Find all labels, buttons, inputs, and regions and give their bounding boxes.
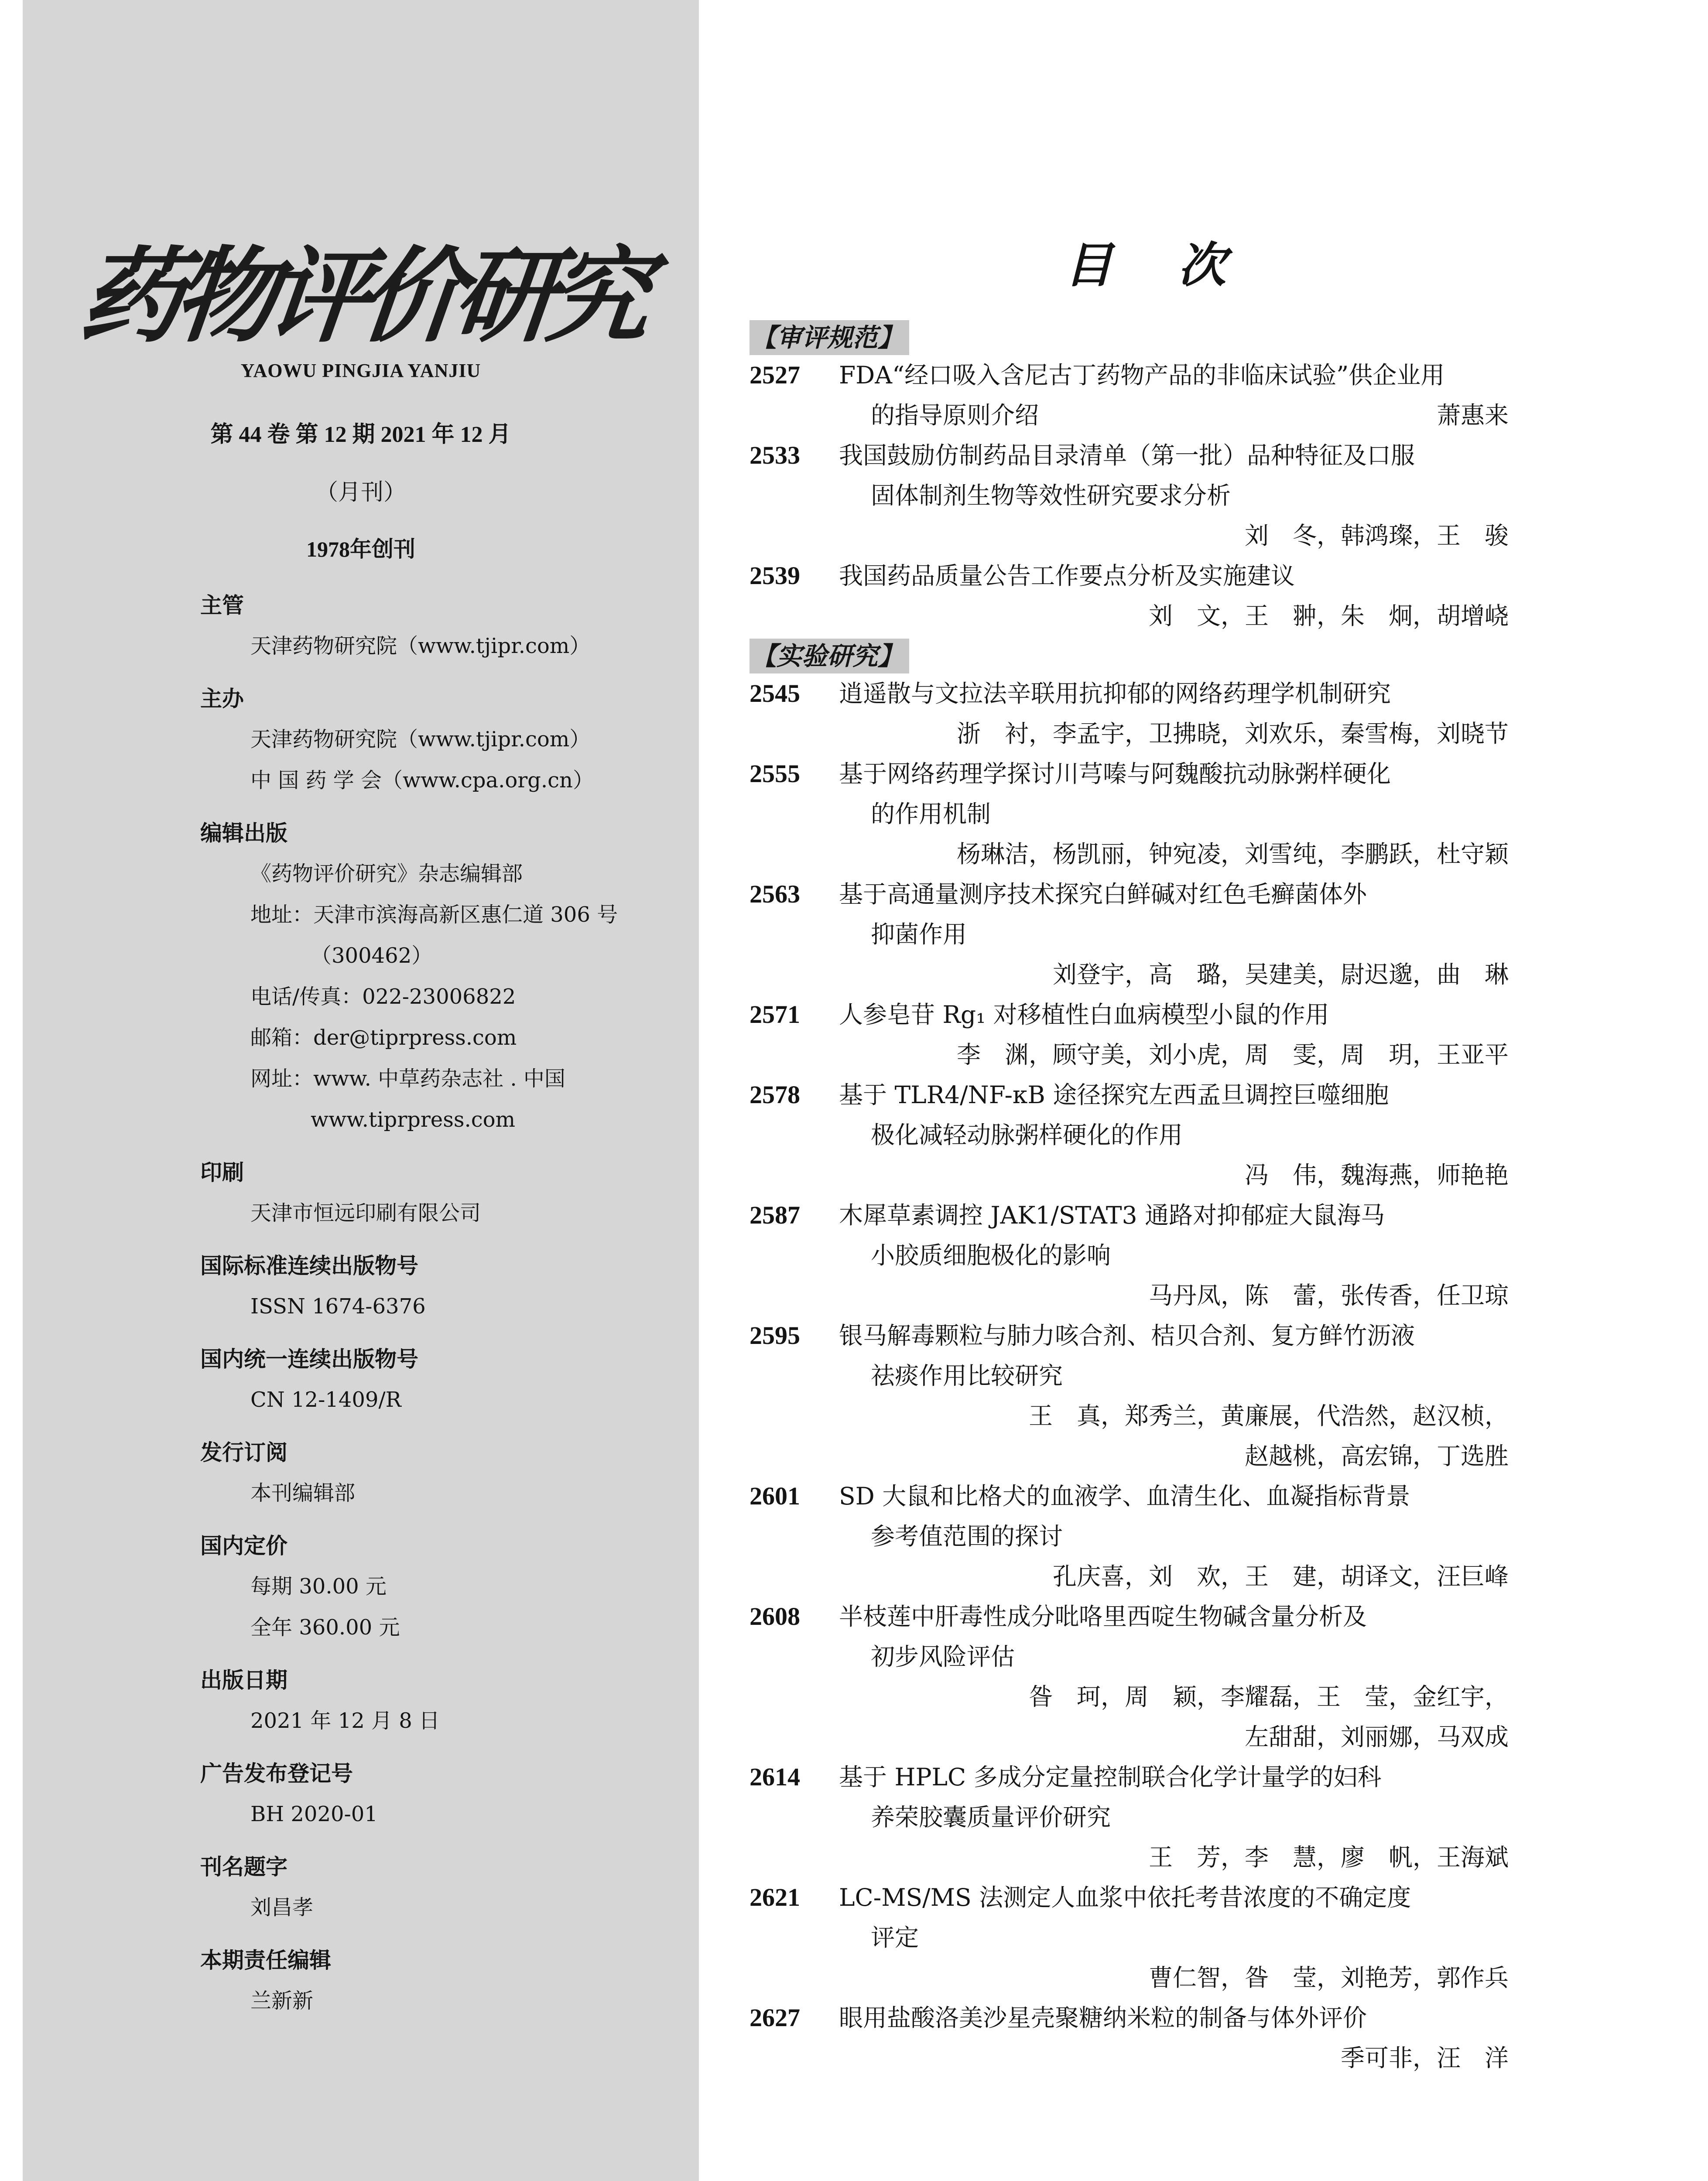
info-line: www.tiprpress.com	[311, 1108, 516, 1132]
toc-entry[interactable]	[750, 1757, 1509, 1877]
article-title: 银马解毒颗粒与肺力咳合剂、桔贝合剂、复方鲜竹沥液	[839, 1322, 1415, 1350]
info-line: 全年 360.00 元	[250, 1615, 400, 1640]
article-title: 固体制剂生物等效性研究要求分析	[871, 482, 1231, 509]
article-authors: 刘 文，王 翀，朱 炯，胡增峣	[1148, 602, 1509, 630]
page-number: 2601	[750, 1482, 800, 1510]
article-title: 我国药品质量公告工作要点分析及实施建议	[839, 562, 1295, 590]
article-title: 基于 HPLC 多成分定量控制联合化学计量学的妇科	[839, 1763, 1382, 1791]
info-line: 每期 30.00 元	[250, 1574, 387, 1599]
info-line: 天津药物研究院（www.tjipr.com）	[250, 727, 591, 752]
page-number: 2533	[750, 441, 800, 469]
info-heading: 本期责任编辑	[200, 1948, 331, 1973]
toc-entry[interactable]	[750, 355, 1509, 435]
info-group	[202, 1660, 690, 1741]
article-title: 初步风险评估	[871, 1643, 1015, 1671]
page-number: 2614	[750, 1763, 800, 1791]
article-authors: 曹仁智，昝 莹，刘艳芳，郭作兵	[1148, 1964, 1509, 1992]
journal-logo: 药物评价研究	[74, 235, 647, 356]
info-group	[202, 679, 690, 801]
info-line: 2021 年 12 月 8 日	[250, 1709, 440, 1733]
info-line: 《药物评价研究》杂志编辑部	[250, 861, 523, 886]
publication-info	[202, 585, 690, 2034]
info-heading: 发行订阅	[200, 1440, 288, 1465]
table-of-contents	[750, 318, 1509, 2078]
section-label: 【实验研究】	[750, 639, 909, 673]
article-authors: 王 芳，李 慧，廖 帆，王海斌	[1148, 1843, 1509, 1871]
page-number: 2545	[750, 679, 800, 708]
article-title: 的作用机制	[871, 800, 991, 828]
page-number: 2527	[750, 361, 800, 389]
article-authors: 王 真，郑秀兰，黄廉展，代浩然，赵汉桢，	[1028, 1402, 1509, 1430]
info-heading: 国际标准连续出版物号	[200, 1253, 418, 1279]
article-title: 木犀草素调控 JAK1/STAT3 通路对抑郁症大鼠海马	[839, 1201, 1385, 1229]
info-line: CN 12-1409/R	[250, 1388, 401, 1412]
toc-entry[interactable]	[750, 1075, 1509, 1195]
article-title: 基于 TLR4/NF-κB 途径探究左西孟旦调控巨噬细胞	[839, 1081, 1389, 1109]
article-title: 的指导原则介绍	[871, 401, 1039, 429]
page-number: 2627	[750, 2003, 800, 2032]
article-title: 评定	[871, 1924, 919, 1952]
article-title: 基于高通量测序技术探究白鲜碱对红色毛癣菌体外	[839, 880, 1367, 908]
issue-info: 第 44 卷 第 12 期 2021 年 12 月	[210, 422, 511, 447]
toc-entry[interactable]	[750, 1877, 1509, 1998]
article-title: 小胶质细胞极化的影响	[871, 1241, 1111, 1269]
info-heading: 印刷	[200, 1160, 244, 1185]
article-title: 半枝莲中肝毒性成分吡咯里西啶生物碱含量分析及	[839, 1603, 1367, 1631]
article-authors: 孔庆喜，刘 欢，王 建，胡译文，汪巨峰	[1052, 1562, 1509, 1590]
article-authors: 浙 衬，李孟宇，卫拂晓，刘欢乐，秦雪梅，刘晓节	[956, 720, 1509, 748]
article-title: 极化减轻动脉粥样硬化的作用	[871, 1121, 1183, 1149]
article-authors: 季可非，汪 洋	[1340, 2044, 1509, 2072]
page-number: 2608	[750, 1602, 800, 1631]
article-authors: 萧惠来	[1436, 401, 1509, 429]
toc-entry[interactable]	[750, 874, 1509, 995]
article-authors: 冯 伟，魏海燕，师艳艳	[1244, 1161, 1509, 1189]
article-authors: 赵越桃，高宏锦，丁选胜	[1244, 1442, 1509, 1470]
journal-pinyin: YAOWU PINGJIA YANJIU	[240, 360, 481, 381]
article-title: 人参皂苷 Rg₁ 对移植性白血病模型小鼠的作用	[839, 1001, 1329, 1029]
article-title: 我国鼓励仿制药品目录清单（第一批）品种特征及口服	[839, 441, 1415, 469]
toc-entry[interactable]	[750, 556, 1509, 636]
article-authors: 刘 冬，韩鸿璨，王 骏	[1244, 522, 1509, 550]
toc-entry[interactable]	[750, 1316, 1509, 1476]
page-number: 2563	[750, 880, 800, 908]
info-group	[202, 1246, 690, 1327]
article-title: LC-MS/MS 法测定人血浆中依托考昔浓度的不确定度	[839, 1884, 1411, 1911]
section-label: 【审评规范】	[750, 320, 909, 355]
info-heading: 出版日期	[200, 1668, 288, 1693]
info-group	[202, 1754, 690, 1835]
publication-frequency: （月刊）	[315, 479, 406, 506]
article-title: 逍遥散与文拉法辛联用抗抑郁的网络药理学机制研究	[839, 680, 1391, 708]
toc-entry[interactable]	[750, 1476, 1509, 1596]
info-line: 邮箱：der@tiprpress.com	[250, 1026, 517, 1050]
page-number: 2539	[750, 561, 800, 590]
article-authors: 马丹凤，陈 蕾，张传香，任卫琼	[1148, 1282, 1509, 1309]
info-group	[202, 1432, 690, 1514]
toc-entry[interactable]	[750, 435, 1509, 556]
info-line: 本刊编辑部	[250, 1481, 356, 1505]
page-number: 2595	[750, 1321, 800, 1350]
article-authors: 昝 珂，周 颖，李耀磊，王 莹，金红宇，	[1028, 1683, 1509, 1711]
toc-entry[interactable]	[750, 1998, 1509, 2078]
article-title: 养荣胶囊质量评价研究	[871, 1803, 1111, 1831]
info-group	[202, 1847, 690, 1928]
info-line: 网址：www. 中草药杂志社 . 中国	[250, 1067, 565, 1091]
info-line: ISSN 1674-6376	[250, 1294, 426, 1319]
page-number: 2578	[750, 1080, 800, 1109]
info-heading: 国内统一连续出版物号	[200, 1347, 418, 1372]
article-title: 基于网络药理学探讨川芎嗪与阿魏酸抗动脉粥样硬化	[839, 760, 1391, 788]
article-title: 祛痰作用比较研究	[871, 1362, 1063, 1390]
article-authors: 杨琳洁，杨凯丽，钟宛凌，刘雪纯，李鹏跃，杜守颖	[956, 840, 1509, 868]
info-group	[202, 813, 690, 1140]
info-heading: 编辑出版	[200, 820, 288, 846]
info-line: 地址：天津市滨海高新区惠仁道 306 号	[250, 902, 618, 927]
masthead	[23, 235, 699, 563]
page-number: 2555	[750, 759, 800, 788]
info-line: 兰新新	[250, 1989, 314, 2013]
page-number: 2571	[750, 1000, 800, 1029]
toc-title: 目次	[1065, 237, 1291, 293]
info-heading: 刊名题字	[200, 1854, 288, 1880]
article-authors: 李 渊，顾守美，刘小虎，周 雯，周 玥，王亚平	[956, 1041, 1509, 1069]
info-line: 刘昌孝	[250, 1895, 314, 1920]
page-number: 2621	[750, 1883, 800, 1911]
info-heading: 主办	[200, 686, 244, 711]
toc-entry[interactable]	[750, 1195, 1509, 1316]
toc-entry[interactable]	[750, 1596, 1509, 1757]
info-group	[202, 1339, 690, 1420]
info-group	[202, 1526, 690, 1648]
toc-entry[interactable]	[750, 673, 1509, 754]
article-title: SD 大鼠和比格犬的血液学、血清生化、血凝指标背景	[839, 1482, 1410, 1510]
page-number: 2587	[750, 1201, 800, 1229]
info-heading: 国内定价	[200, 1533, 288, 1559]
article-title: 眼用盐酸洛美沙星壳聚糖纳米粒的制备与体外评价	[839, 2004, 1367, 2032]
info-line: 电话/传真：022-23006822	[250, 985, 516, 1009]
article-title: 参考值范围的探讨	[871, 1522, 1063, 1550]
info-group	[202, 585, 690, 667]
info-line: 中 国 药 学 会（www.cpa.org.cn）	[250, 768, 594, 793]
info-line: （300462）	[311, 944, 433, 968]
info-heading: 广告发布登记号	[200, 1761, 353, 1786]
toc-entry[interactable]	[750, 754, 1509, 874]
article-authors: 左甜甜，刘丽娜，马双成	[1244, 1723, 1509, 1751]
info-group	[202, 1940, 690, 2021]
info-heading: 主管	[200, 593, 244, 618]
info-line: BH 2020-01	[250, 1802, 378, 1826]
toc-entry[interactable]	[750, 995, 1509, 1075]
article-title: FDA“经口吸入含尼古丁药物产品的非临床试验”供企业用	[839, 361, 1445, 389]
article-title: 抑菌作用	[871, 920, 967, 948]
info-line: 天津市恒远印刷有限公司	[250, 1201, 481, 1225]
founded-year: 1978年创刊	[306, 537, 415, 561]
info-group	[202, 1152, 690, 1234]
info-line: 天津药物研究院（www.tjipr.com）	[250, 634, 591, 658]
article-authors: 刘登宇，高 璐，吴建美，尉迟邈，曲 琳	[1052, 961, 1509, 988]
